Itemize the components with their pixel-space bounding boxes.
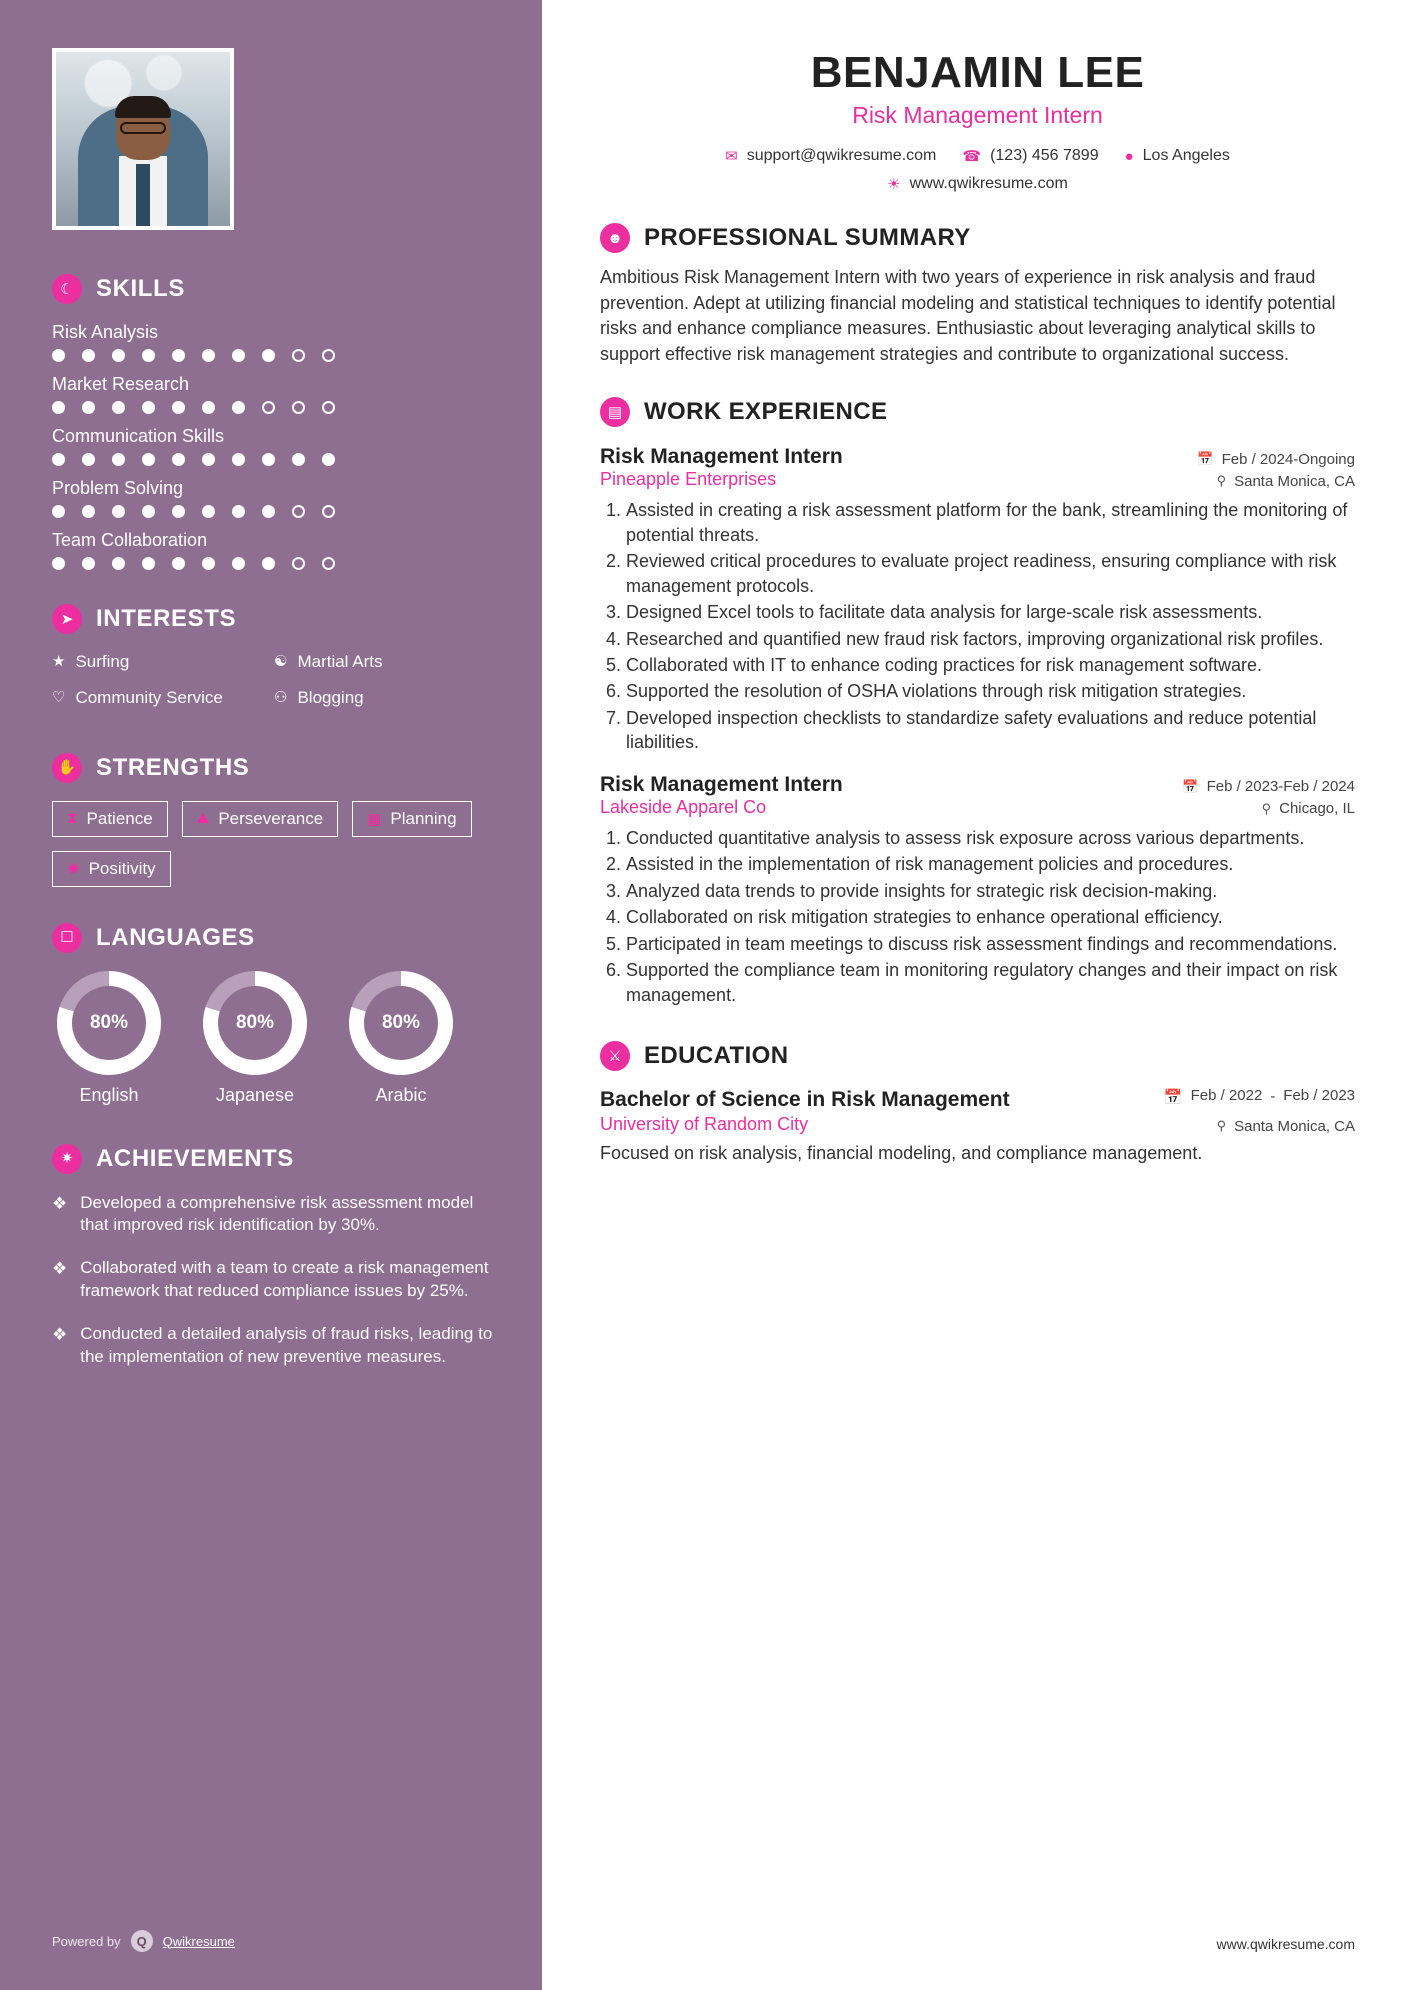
rating-dot — [262, 557, 275, 570]
mountain-icon: ⛰ — [196, 810, 210, 827]
summary-heading — [600, 223, 1355, 253]
experience-bullets — [626, 498, 1355, 755]
rating-dot — [322, 557, 335, 570]
powered-by[interactable] — [52, 1930, 235, 1952]
rating-dot — [232, 557, 245, 570]
section-languages — [52, 923, 496, 1106]
experience-bullet: 4. Researched and quantified new fraud risk factors, improving organizational risk profiles. — [626, 627, 1355, 651]
strength-label: Positivity — [88, 858, 156, 878]
person-icon: ☻ — [600, 223, 630, 253]
map-pin-icon: ⚲ — [1216, 473, 1227, 489]
rating-dot — [322, 505, 335, 518]
contact-phone-text: (123) 456 7899 — [990, 147, 1099, 164]
hourglass-icon: ⧗ — [67, 810, 78, 827]
skill-label: Problem Solving — [52, 478, 184, 498]
rating-dot — [262, 505, 275, 518]
rating-dot — [232, 453, 245, 466]
skill-label: Market Research — [52, 374, 190, 394]
experience-bullet: 5. Participated in team meetings to discuss risk assessment findings and recommendations. — [626, 932, 1355, 956]
experience-bullet: 2. Assisted in the implementation of risk management policies and procedures. — [626, 852, 1355, 876]
rating-dot — [172, 349, 185, 362]
section-interests — [52, 604, 496, 725]
skills-heading — [52, 274, 496, 304]
rating-dot — [142, 505, 155, 518]
globe-icon: ☀ — [887, 176, 901, 193]
rating-dot — [82, 505, 95, 518]
rating-dot — [112, 557, 125, 570]
rating-dot — [82, 453, 95, 466]
people-icon: ⚇ — [274, 689, 288, 707]
experience-location-text: Santa Monica, CA — [1234, 472, 1355, 490]
experience-bullet: 4. Collaborated on risk mitigation strategies to enhance operational efficiency. — [626, 905, 1355, 929]
footer-website[interactable]: www.qwikresume.com — [1216, 1936, 1355, 1952]
experience-bullets — [626, 826, 1355, 1007]
badge-star-icon: ✷ — [52, 1144, 82, 1174]
fist-icon: ✋ — [52, 753, 82, 783]
skill-label: Communication Skills — [52, 426, 225, 446]
education-school-row — [600, 1114, 1355, 1135]
skills-title: SKILLS — [96, 275, 185, 302]
summary-text: Ambitious Risk Management Intern with two years of experience in risk analysis and fraud prevention. Adept at utilizing financial modeling and statistical techniques to identify potential risks and enhance compliance measures. Enthusiastic about leveraging analytical skills to support effective risk management strategies and contribute to organizational success. — [600, 267, 1336, 364]
skill-rating — [52, 453, 496, 466]
graduation-cap-icon: ⚔ — [600, 1041, 630, 1071]
rating-dot — [52, 505, 65, 518]
award-ribbon-icon: ❖ — [52, 1325, 68, 1345]
rating-dot — [292, 505, 305, 518]
experience-bullet: 2. Reviewed critical procedures to evaluate project readiness, ensuring compliance with risk management protocols. — [626, 549, 1355, 598]
experience-location — [1262, 800, 1355, 817]
language-progress-ring — [57, 971, 161, 1075]
language-percent: 80% — [218, 986, 292, 1060]
sun-icon: ✺ — [67, 860, 80, 878]
rating-dot — [262, 401, 275, 414]
interest-label: Blogging — [297, 688, 364, 708]
skill-label: Team Collaboration — [52, 530, 208, 550]
language-label: Japanese — [215, 1084, 295, 1105]
award-ribbon-icon: ❖ — [52, 1193, 68, 1213]
experience-dates-text: Feb / 2024-Ongoing — [1221, 450, 1355, 468]
section-achievements — [52, 1144, 496, 1370]
rating-dot — [82, 557, 95, 570]
interest-label: Community Service — [75, 688, 223, 708]
skill-rating — [52, 401, 496, 414]
rating-dot — [292, 349, 305, 362]
experience-bullet: 6. Supported the compliance team in monitoring regulatory changes and their impact on risk management. — [626, 958, 1355, 1007]
rating-dot — [262, 349, 275, 362]
languages-title: LANGUAGES — [96, 923, 255, 951]
rating-dot — [172, 505, 185, 518]
language-progress-ring — [349, 971, 453, 1075]
rating-dot — [52, 557, 65, 570]
lightbulb-icon: ☾ — [52, 274, 82, 304]
rating-dot — [322, 401, 335, 414]
contact-email-text: support@qwikresume.com — [746, 147, 937, 164]
heart-icon: ♡ — [52, 689, 66, 707]
map-pin-icon: ⚲ — [1261, 800, 1272, 816]
rating-dot — [202, 349, 215, 362]
achievements-list — [52, 1192, 496, 1370]
education-description: Focused on risk analysis, financial modeling, and compliance management. — [600, 1143, 1203, 1164]
strength-chip — [352, 801, 471, 837]
rating-dot — [142, 401, 155, 414]
strength-label: Patience — [86, 808, 153, 828]
experience-dates-text: Feb / 2023-Feb / 2024 — [1206, 778, 1355, 796]
language-item — [198, 971, 312, 1106]
language-label: English — [79, 1084, 139, 1105]
rating-dot — [322, 349, 335, 362]
section-summary — [600, 223, 1355, 367]
contact-row — [600, 147, 1355, 165]
interest-label: Surfing — [75, 652, 130, 671]
experience-entry — [600, 773, 1355, 1007]
calendar-icon: 📅 — [1182, 778, 1199, 794]
sidebar — [0, 0, 548, 1990]
briefcase-icon: ▤ — [600, 397, 630, 427]
interests-title: INTERESTS — [96, 605, 237, 632]
rating-dot — [172, 557, 185, 570]
education-date-end: Feb / 2023 — [1283, 1087, 1355, 1105]
interests-heading — [52, 604, 496, 634]
experience-job-title: Risk Management Intern — [600, 772, 843, 796]
achievement-item — [52, 1323, 496, 1369]
education-entry — [600, 1087, 1355, 1112]
strengths-list — [52, 801, 496, 887]
rating-dot — [232, 349, 245, 362]
experience-title-row — [600, 773, 1355, 797]
languages-heading — [52, 923, 496, 953]
summary-title: PROFESSIONAL SUMMARY — [644, 224, 971, 251]
experience-location-text: Chicago, IL — [1279, 800, 1355, 818]
contact-email[interactable] — [725, 147, 936, 165]
interest-item — [274, 688, 496, 708]
skills-list — [52, 322, 496, 570]
job-role-subtitle: Risk Management Intern — [852, 102, 1103, 128]
experience-company-row — [600, 797, 1355, 818]
experience-bullet: 7. Developed inspection checklists to standardize safety evaluations and reduce potential liabilities. — [626, 706, 1355, 755]
rating-dot — [142, 349, 155, 362]
interests-list — [52, 652, 496, 725]
education-date-start: Feb / 2022 — [1190, 1087, 1263, 1105]
calendar-icon: 📅 — [1163, 1088, 1183, 1106]
rating-dot — [292, 401, 305, 414]
strength-chip — [182, 801, 339, 837]
achievements-heading — [52, 1144, 496, 1174]
skill-rating — [52, 557, 496, 570]
language-item — [344, 971, 458, 1106]
rating-dot — [112, 349, 125, 362]
experience-company: Pineapple Enterprises — [600, 469, 777, 490]
education-title: EDUCATION — [644, 1042, 789, 1070]
interest-item — [274, 652, 496, 672]
experience-bullet: 3. Analyzed data trends to provide insights for strategic risk decision-making. — [626, 879, 1355, 903]
main-content — [548, 0, 1407, 1990]
photo-glasses — [120, 122, 166, 134]
language-item — [52, 971, 166, 1106]
interest-item — [52, 652, 274, 672]
map-pin-icon: ● — [1124, 147, 1134, 165]
education-location-text: Santa Monica, CA — [1234, 1117, 1355, 1135]
rating-dot — [262, 453, 275, 466]
calendar-icon: ▦ — [367, 810, 382, 828]
experience-dates — [1197, 451, 1355, 468]
strengths-title: STRENGTHS — [96, 753, 250, 781]
envelope-icon: ✉ — [725, 148, 738, 165]
strength-label: Perseverance — [218, 808, 324, 828]
experience-bullet: 1. Assisted in creating a risk assessment platform for the bank, streamlining the monitoring of potential threats. — [626, 498, 1355, 547]
paper-plane-icon: ➤ — [52, 604, 82, 634]
rating-dot — [52, 349, 65, 362]
rating-dot — [52, 453, 65, 466]
rating-dot — [292, 557, 305, 570]
language-label: Arabic — [375, 1084, 427, 1105]
rating-dot — [232, 505, 245, 518]
section-education — [600, 1041, 1355, 1167]
globe-icon: ☯ — [274, 653, 288, 670]
skill-rating — [52, 349, 496, 362]
photo-tie — [136, 164, 150, 226]
award-ribbon-icon: ❖ — [52, 1259, 68, 1279]
experience-company: Lakeside Apparel Co — [600, 796, 767, 817]
experience-bullet: 1. Conducted quantitative analysis to assess risk exposure across various departments. — [626, 826, 1355, 850]
contact-website-text: www.qwikresume.com — [909, 175, 1068, 192]
experience-title: WORK EXPERIENCE — [644, 398, 888, 426]
experience-company-row — [600, 469, 1355, 490]
achievement-text: Collaborated with a team to create a risk management framework that reduced compliance issues by 25%. — [80, 1258, 489, 1301]
experience-heading — [600, 397, 1355, 427]
achievement-text: Developed a comprehensive risk assessment model that improved risk identification by 30%. — [80, 1192, 474, 1235]
education-location — [1217, 1118, 1355, 1135]
experience-bullet: 5. Collaborated with IT to enhance coding practices for risk management software. — [626, 653, 1355, 677]
experience-list — [600, 445, 1355, 1007]
education-degree: Bachelor of Science in Risk Management — [600, 1088, 1010, 1112]
rating-dot — [112, 505, 125, 518]
translate-icon: ☐ — [52, 923, 82, 953]
education-heading — [600, 1041, 1355, 1071]
skill-rating — [52, 505, 496, 518]
strength-chip — [52, 801, 168, 837]
rating-dot — [142, 453, 155, 466]
language-progress-ring — [203, 971, 307, 1075]
phone-icon: ☎ — [962, 148, 982, 165]
calendar-icon: 📅 — [1197, 451, 1214, 467]
education-dates — [1164, 1087, 1355, 1106]
rating-dot — [232, 401, 245, 414]
education-date-sep: - — [1270, 1088, 1276, 1106]
experience-bullet: 3. Designed Excel tools to facilitate data analysis for large-scale risk assessments. — [626, 600, 1355, 624]
languages-list — [52, 971, 496, 1106]
education-school: University of Random City — [600, 1114, 809, 1135]
map-pin-icon: ⚲ — [1216, 1118, 1227, 1134]
achievement-text: Conducted a detailed analysis of fraud risks, leading to the implementation of new preventive measures. — [80, 1324, 493, 1367]
language-percent: 80% — [72, 986, 146, 1060]
experience-bullet: 6. Supported the resolution of OSHA violations through risk mitigation strategies. — [626, 679, 1355, 703]
star-icon: ★ — [52, 653, 66, 670]
experience-location — [1217, 473, 1355, 490]
language-percent: 80% — [364, 986, 438, 1060]
rating-dot — [142, 557, 155, 570]
strength-chip — [52, 851, 171, 887]
rating-dot — [322, 453, 335, 466]
achievement-item — [52, 1257, 496, 1303]
avatar — [52, 48, 234, 230]
interest-label: Martial Arts — [297, 652, 383, 671]
rating-dot — [172, 401, 185, 414]
rating-dot — [82, 401, 95, 414]
rating-dot — [202, 557, 215, 570]
experience-entry — [600, 445, 1355, 755]
section-experience — [600, 397, 1355, 1007]
experience-dates — [1182, 778, 1355, 795]
rating-dot — [112, 453, 125, 466]
experience-title-row — [600, 445, 1355, 469]
strengths-heading — [52, 753, 496, 783]
rating-dot — [172, 453, 185, 466]
rating-dot — [202, 453, 215, 466]
rating-dot — [202, 505, 215, 518]
skill-label: Risk Analysis — [52, 322, 159, 342]
strength-label: Planning — [390, 808, 457, 828]
achievements-title: ACHIEVEMENTS — [96, 1144, 294, 1172]
rating-dot — [202, 401, 215, 414]
powered-by-label: Powered by — [52, 1933, 121, 1949]
contact-phone[interactable] — [962, 147, 1098, 165]
rating-dot — [112, 401, 125, 414]
contact-website[interactable] — [887, 175, 1068, 193]
rating-dot — [292, 453, 305, 466]
contact-location — [1125, 147, 1230, 165]
page-title: BENJAMIN LEE — [810, 48, 1145, 97]
contact-location-text: Los Angeles — [1142, 147, 1230, 164]
achievement-item — [52, 1192, 496, 1238]
interest-item — [52, 688, 274, 708]
section-strengths — [52, 753, 496, 887]
qwikresume-link[interactable]: Qwikresume — [162, 1933, 235, 1949]
rating-dot — [82, 349, 95, 362]
rating-dot — [52, 401, 65, 414]
photo-hair — [115, 96, 171, 118]
qwikresume-logo-icon: Q — [131, 1930, 153, 1952]
experience-job-title: Risk Management Intern — [600, 445, 843, 469]
section-skills — [52, 274, 496, 570]
contact-row-website — [600, 175, 1355, 193]
